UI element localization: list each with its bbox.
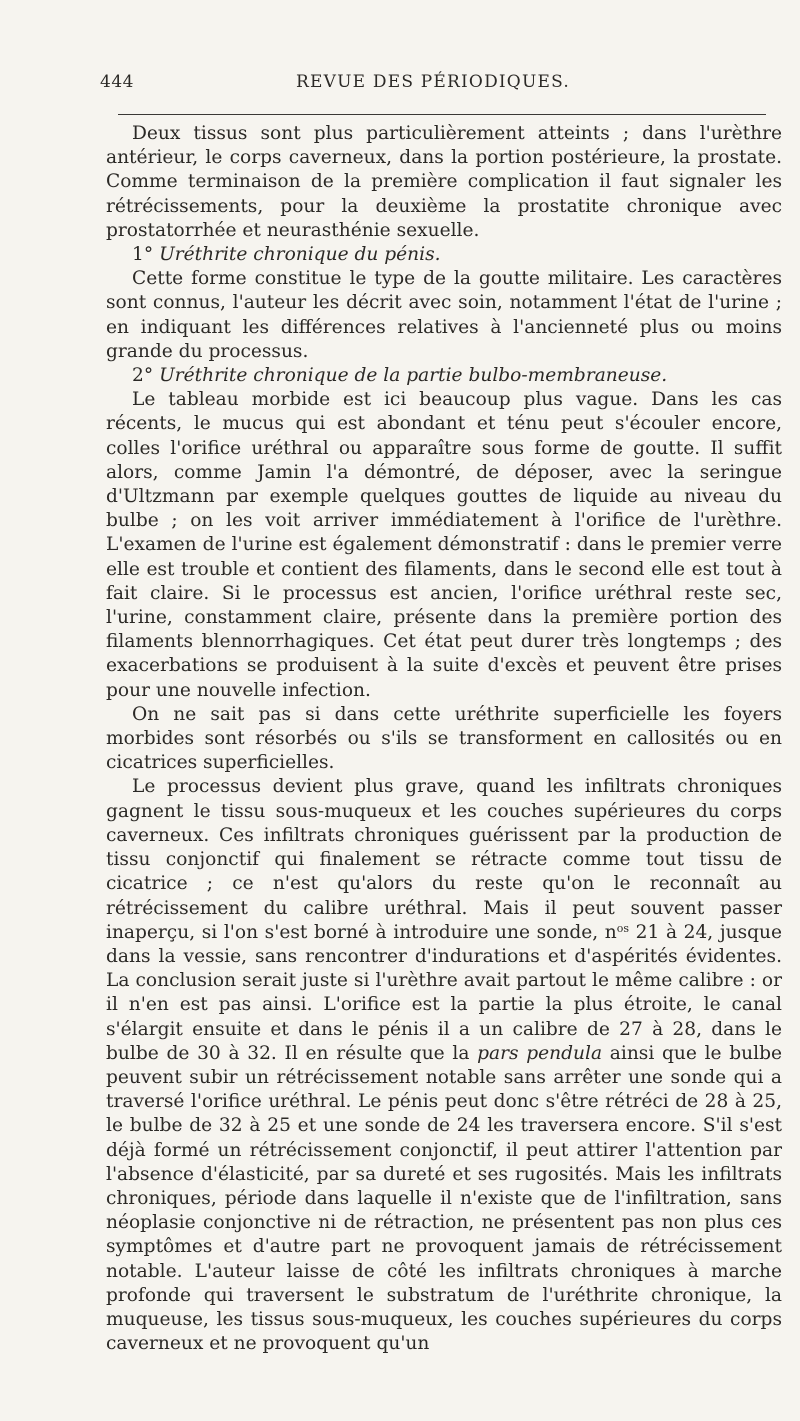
section-title-2: Uréthrite chronique de la partie bulbo-membraneuse. [159, 365, 668, 387]
paragraph-superficial: On ne sait pas si dans cette uréthrite superficielle les foyers morbides sont résorbés ou s'ils se transforment en callosités ou en cicatrices superficielles. [106, 703, 782, 774]
superscript-os: os [616, 921, 630, 935]
header-rule [118, 114, 766, 115]
paragraph-intro: Deux tissus sont plus particulièrement atteints ; dans l'urèthre antérieur, le corps caverneux, dans la portion postérieure, la prostate. Comme terminaison de la première complication il faut signaler les rétrécissements, pour la deuxième la prostatite chronique avec prostatorrhée et neurasthénie sexuelle. [106, 123, 782, 241]
paragraph-infiltrates-part-c: ainsi que le bulbe peuvent subir un rétrécissement notable sans arrêter une sonde qui a traversé l'orifice uréthral. Le pénis peut donc s'être rétréci de 28 à 25, le bulbe de 32 à 25 et une sonde de 24 les traversera encore. S'il s'est déjà formé un rétrécissement conjonctif, il peut attirer l'attention par l'absence d'élasticité, par sa dureté et ses rugosités. Mais les infiltrats chroniques, période dans laquelle il n'existe que de l'infiltration, sans néoplasie conjonctive ni de rétraction, ne présentent pas non plus ces symptômes et d'autre part ne provoquent jamais de rétrécissement notable. L'auteur laisse de côté les infiltrats chroniques à marche profonde qui traversent le substratum de l'uréthrite chronique, la muqueuse, les tissus sous-muqueux, les couches supérieures du corps caverneux et ne provoquent qu'un [106, 1042, 783, 1355]
paragraph-bulbo-membranous: Le tableau morbide est ici beaucoup plus vague. Dans les cas récents, le mucus qui est abondant et ténu peut s'écouler encore, colles l'orifice uréthral ou apparaître sous forme de goutte. Il suffit alors, comme Jamin l'a démontré, de déposer, avec la seringue d'Ultzmann par exemple quelques gouttes de liquide au niveau du bulbe ; on les voit arriver immédiatement à l'orifice de l'urèthre. L'examen de l'urine est également démonstratif : dans le premier verre elle est trouble et contient des filaments, dans le second elle est tout à fait claire. Si le processus est ancien, l'orifice uréthral reste sec, l'urine, constamment claire, présente dans la première portion des filaments blennorrhagiques. Cet état peut durer très longtemps ; des exacerbations se produisent à la suite d'excès et peuvent être prises pour une nouvelle infection. [106, 389, 782, 701]
paragraph-infiltrates-part-a: Le processus devient plus grave, quand les infiltrats chroniques gagnent le tissu sous-muqueux et les couches supérieures du corps caverneux. Ces infiltrats chroniques guérissent par la production de tissu conjonctif qui finalement se rétracte comme tout tissu de cicatrice ; ce n'est qu'alors du reste qu'on le reconnaît au rétrécissement du calibre uréthral. Mais il peut souvent passer inaperçu, si l'on s'est borné à introduire une sonde, n [106, 776, 782, 943]
paragraph-infiltrates [106, 775, 782, 1356]
section-title-1: Uréthrite chronique du pénis. [159, 244, 441, 266]
section-heading-2 [106, 364, 782, 388]
paragraph-chronic-penis: Cette forme constitue le type de la goutte militaire. Les caractères sont connus, l'auteur les décrit avec soin, notamment l'état de l'urine ; en indiquant les différences relatives à l'ancienneté plus ou moins grande du processus. [106, 268, 782, 362]
running-head [100, 72, 766, 98]
paragraph-infiltrates-part-b: 21 à 24, jusque dans la vessie, sans rencontrer d'indurations et d'aspérités évidentes. La conclusion serait juste si l'urèthre avait partout le même calibre : or il n'en est pas ainsi. L'orifice est la partie la plus étroite, le canal s'élargit ensuite et dans le pénis il a un calibre de 27 à 28, dans le bulbe de 30 à 32. Il en résulte que la [106, 921, 782, 1064]
section-number-2: 2° [132, 365, 154, 387]
italic-pars-pendula: pars pendula [477, 1042, 603, 1064]
body-text [106, 122, 782, 1356]
section-heading-1 [106, 243, 782, 267]
page-number: 444 [100, 72, 134, 92]
running-title: REVUE DES PÉRIODIQUES. [296, 72, 570, 92]
section-number-1: 1° [132, 244, 154, 266]
